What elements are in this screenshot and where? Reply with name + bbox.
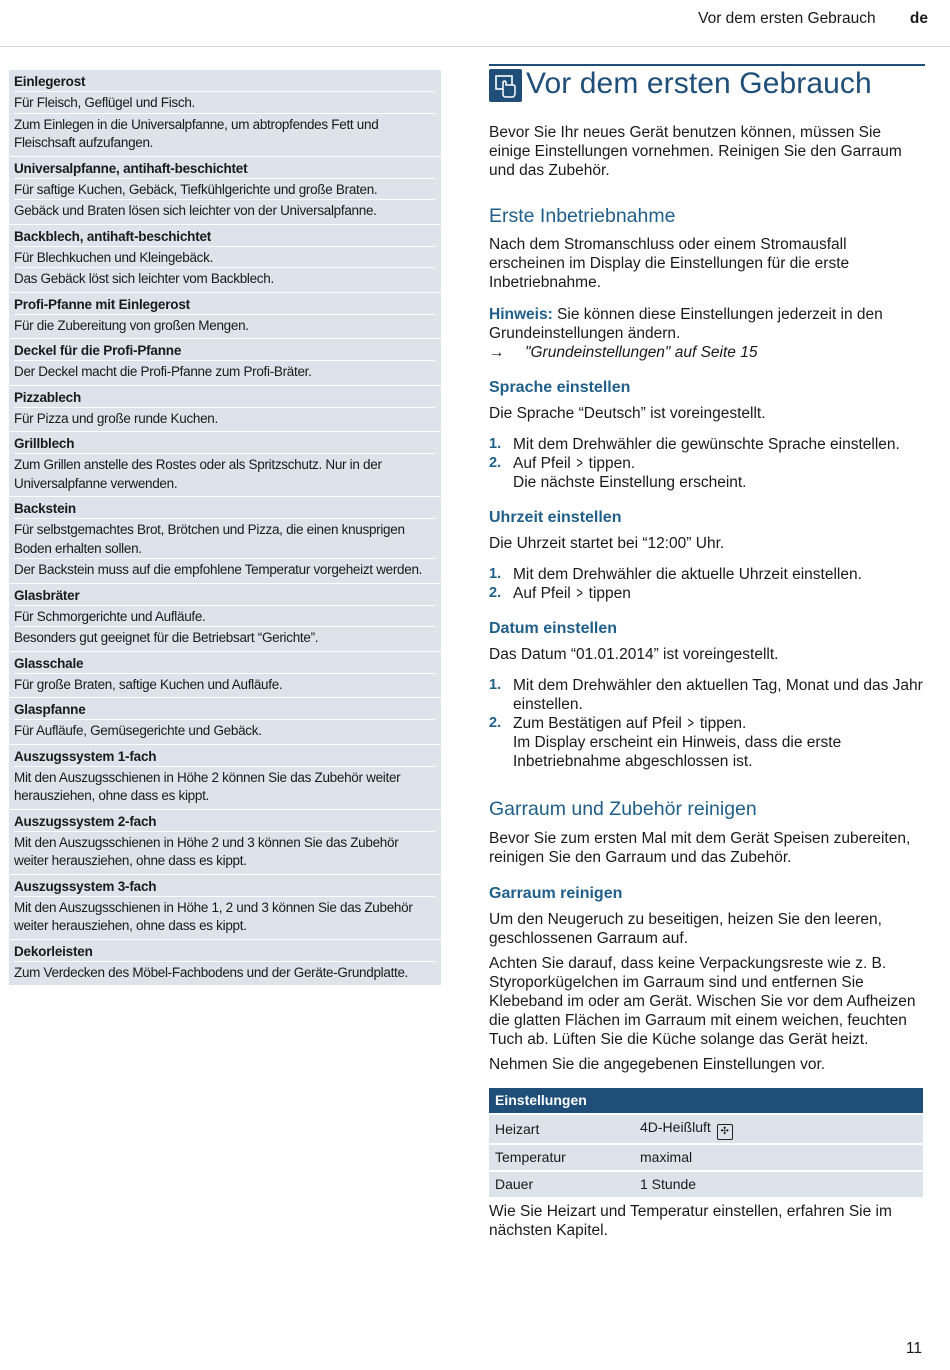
step-number: 2.: [489, 455, 502, 471]
table-cell: 1 Stunde: [634, 1171, 923, 1197]
accessory-title: Backstein: [14, 501, 76, 516]
chevron-right-icon: >: [576, 455, 583, 472]
table-row: [9, 225, 441, 293]
table-cell: maximal: [634, 1144, 923, 1171]
table-row: [9, 652, 441, 699]
accessory-description: Zum Verdecken des Möbel-Fachbodens und der Geräte-Grundplatte.: [14, 961, 435, 983]
date-steps: [489, 676, 925, 771]
cross-reference[interactable]: [489, 343, 925, 362]
accessory-title: Universalpfanne, antihaft-beschichtet: [14, 160, 248, 176]
cross-reference-link[interactable]: "Grundeinstellungen" auf Seite 15: [525, 344, 758, 361]
step-number: 2.: [489, 715, 502, 731]
page-title: Vor dem ersten Gebrauch: [526, 67, 872, 100]
step-text: Zum Bestätigen auf Pfeil: [513, 715, 687, 732]
header-language: de: [909, 10, 928, 27]
step-number: 1.: [489, 566, 502, 582]
list-item: [489, 435, 925, 454]
table-row: [9, 940, 441, 987]
step-number: 1.: [489, 677, 502, 693]
step-text: tippen.: [584, 455, 636, 472]
accessory-description: Für Aufläufe, Gemüsegerichte und Gebäck.: [14, 719, 435, 741]
accessory-title: Profi-Pfanne mit Einlegerost: [14, 296, 190, 312]
table-cell: [634, 1114, 923, 1144]
time-heading: Uhrzeit einstellen: [489, 509, 622, 526]
table-cell: Dauer: [489, 1171, 634, 1197]
accessory-title: Deckel für die Profi-Pfanne: [14, 343, 182, 358]
header-title: Vor dem ersten Gebrauch: [698, 10, 876, 27]
accessory-title: Glasbräter: [14, 587, 80, 603]
accessory-description: Für selbstgemachtes Brot, Brötchen und Pizza, die einen knusprigen Boden erhalten sollen.: [14, 518, 435, 558]
table-row: [9, 497, 441, 584]
language-steps: [489, 435, 925, 492]
accessory-description: Mit den Auszugsschienen in Höhe 2 und 3 können Sie das Zubehör weiter herausziehen, ohne dass es kippt.: [14, 831, 435, 871]
outro-text: Wie Sie Heizart und Temperatur einstellen, erfahren Sie im nächsten Kapitel.: [489, 1203, 892, 1239]
accessory-description: Zum Einlegen in die Universalpfanne, um abtropfendes Fett und Fleischsaft aufzufangen.: [14, 113, 435, 153]
step-text: tippen: [584, 585, 631, 602]
cleaning-paragraph: Nehmen Sie die angegebenen Einstellungen vor.: [489, 1056, 826, 1073]
first-use-text: Nach dem Stromanschluss oder einem Stromausfall erscheinen im Display die Einstellungen für die erste Inbetriebnahme.: [489, 236, 850, 291]
cleaning-text: Bevor Sie zum ersten Mal mit dem Gerät Speisen zubereiten, reinigen Sie den Garraum und das Zubehör.: [489, 830, 911, 866]
accessory-description: Gebäck und Braten lösen sich leichter von der Universalpfanne.: [14, 199, 435, 221]
accessory-description: Für Pizza und große runde Kuchen.: [14, 407, 435, 429]
language-heading: Sprache einstellen: [489, 379, 631, 396]
step-text: Auf Pfeil: [513, 585, 576, 602]
hint-text: Sie können diese Einstellungen jederzeit in den Grundeinstellungen ändern.: [489, 306, 883, 342]
accessory-title: Auszugssystem 1-fach: [14, 748, 157, 764]
table-row: [9, 157, 441, 225]
list-item: [489, 714, 925, 771]
chevron-right-icon: >: [576, 585, 583, 602]
section-heading: [489, 64, 925, 102]
table-row: [9, 386, 441, 433]
accessory-title: Glaspfanne: [14, 702, 86, 717]
date-text: Das Datum “01.01.2014” ist voreingestellt.: [489, 646, 779, 663]
step-text: Mit dem Drehwähler die aktuelle Uhrzeit einstellen.: [513, 566, 862, 583]
accessory-description: Der Backstein muss auf die empfohlene Temperatur vorgeheizt werden.: [14, 558, 435, 580]
table-row: [9, 745, 441, 810]
step-result: Im Display erscheint ein Hinweis, dass die erste Inbetriebnahme abgeschlossen ist.: [513, 734, 842, 770]
accessory-title: Auszugssystem 3-fach: [14, 878, 157, 894]
table-row: [9, 70, 441, 157]
header-divider: [0, 46, 950, 47]
accessory-description: Das Gebäck löst sich leichter vom Backblech.: [14, 267, 435, 289]
step-result: Die nächste Einstellung erscheint.: [513, 474, 747, 491]
table-row: [489, 1114, 923, 1144]
language-text: Die Sprache “Deutsch” ist voreingestellt.: [489, 405, 766, 422]
step-number: 2.: [489, 585, 502, 601]
page-header: [698, 10, 928, 28]
accessory-description: Mit den Auszugsschienen in Höhe 2 können Sie das Zubehör weiter herausziehen, ohne dass es kippt.: [14, 766, 435, 806]
accessory-description: Zum Grillen anstelle des Rostes oder als Spritzschutz. Nur in der Universalpfanne verwenden.: [14, 453, 435, 493]
table-row: [9, 432, 441, 497]
table-cell: Temperatur: [489, 1144, 634, 1171]
time-text: Die Uhrzeit startet bei “12:00” Uhr.: [489, 535, 725, 552]
accessory-description: Besonders gut geeignet für die Betriebsart “Gerichte”.: [14, 626, 435, 648]
step-text: tippen.: [695, 715, 747, 732]
settings-table: [489, 1088, 923, 1197]
cleaning-paragraph: Um den Neugeruch zu beseitigen, heizen Sie den leeren, geschlossenen Garraum auf.: [489, 911, 882, 947]
step-number: 1.: [489, 436, 502, 452]
accessory-description: Mit den Auszugsschienen in Höhe 1, 2 und 3 können Sie das Zubehör weiter herausziehen, ohne dass es kippt.: [14, 896, 435, 936]
table-row: [489, 1171, 923, 1197]
main-column: [489, 64, 925, 1240]
accessory-title: Einlegerost: [14, 74, 86, 89]
table-row: [9, 698, 441, 745]
step-text: Mit dem Drehwähler den aktuellen Tag, Monat und das Jahr einstellen.: [513, 677, 923, 713]
accessory-title: Auszugssystem 2-fach: [14, 813, 157, 829]
cleaning-heading: Garraum und Zubehör reinigen: [489, 798, 757, 820]
accessory-title: Dekorleisten: [14, 943, 93, 959]
list-item: [489, 565, 925, 584]
hand-touch-icon: [489, 69, 522, 102]
table-row: [9, 339, 441, 386]
step-text: Mit dem Drehwähler die gewünschte Sprache einstellen.: [513, 436, 900, 453]
accessory-description: Für Schmorgerichte und Aufläufe.: [14, 605, 435, 627]
table-row: [9, 584, 441, 652]
accessory-description: Für große Braten, saftige Kuchen und Aufläufe.: [14, 673, 435, 695]
accessory-description: Für saftige Kuchen, Gebäck, Tiefkühlgerichte und große Braten.: [14, 178, 435, 200]
accessory-title: Backblech, antihaft-beschichtet: [14, 228, 212, 244]
date-heading: Datum einstellen: [489, 620, 618, 637]
arrow-right-icon: →: [489, 344, 505, 361]
accessories-table: [9, 70, 441, 986]
list-item: [489, 584, 925, 603]
table-cell: Heizart: [489, 1114, 634, 1144]
first-use-heading: Erste Inbetriebnahme: [489, 205, 676, 227]
table-row: [9, 810, 441, 875]
hint-label: Hinweis:: [489, 306, 553, 323]
cleaning-subheading: Garraum reinigen: [489, 885, 623, 902]
page-number: 11: [905, 1340, 922, 1357]
accessory-title: Grillblech: [14, 436, 75, 451]
table-row: [489, 1144, 923, 1171]
hint: [489, 305, 925, 343]
table-cell-value: 4D-Heißluft: [640, 1119, 711, 1135]
accessory-title: Glasschale: [14, 655, 84, 671]
accessory-title: Pizzablech: [14, 389, 82, 405]
fan-heating-icon: ✣: [717, 1124, 733, 1140]
list-item: [489, 676, 925, 714]
list-item: [489, 454, 925, 492]
intro-text: Bevor Sie Ihr neues Gerät benutzen können, müssen Sie einige Einstellungen vornehmen. Reinigen Sie den Garraum und das Zubehör.: [489, 124, 902, 179]
table-header: Einstellungen: [489, 1088, 923, 1114]
accessory-description: Für Blechkuchen und Kleingebäck.: [14, 246, 435, 268]
chevron-right-icon: >: [687, 715, 695, 732]
cleaning-paragraph: Achten Sie darauf, dass keine Verpackungsreste wie z. B. Styroporkügelchen im Garraum sind und entfernen Sie Klebeband im oder am Gerät. Wischen Sie vor dem Aufheizen die glatten Flächen im Garraum mit einem weichen, feuchten Tuch ab. Lüften Sie die Küche solange das Gerät heizt.: [489, 955, 916, 1048]
table-row: [9, 875, 441, 940]
accessory-description: Für die Zubereitung von großen Mengen.: [14, 314, 435, 336]
step-text: Auf Pfeil: [513, 455, 576, 472]
table-row: [9, 293, 441, 340]
time-steps: [489, 565, 925, 603]
accessory-description: Für Fleisch, Geflügel und Fisch.: [14, 91, 435, 113]
accessory-description: Der Deckel macht die Profi-Pfanne zum Profi-Bräter.: [14, 360, 435, 382]
